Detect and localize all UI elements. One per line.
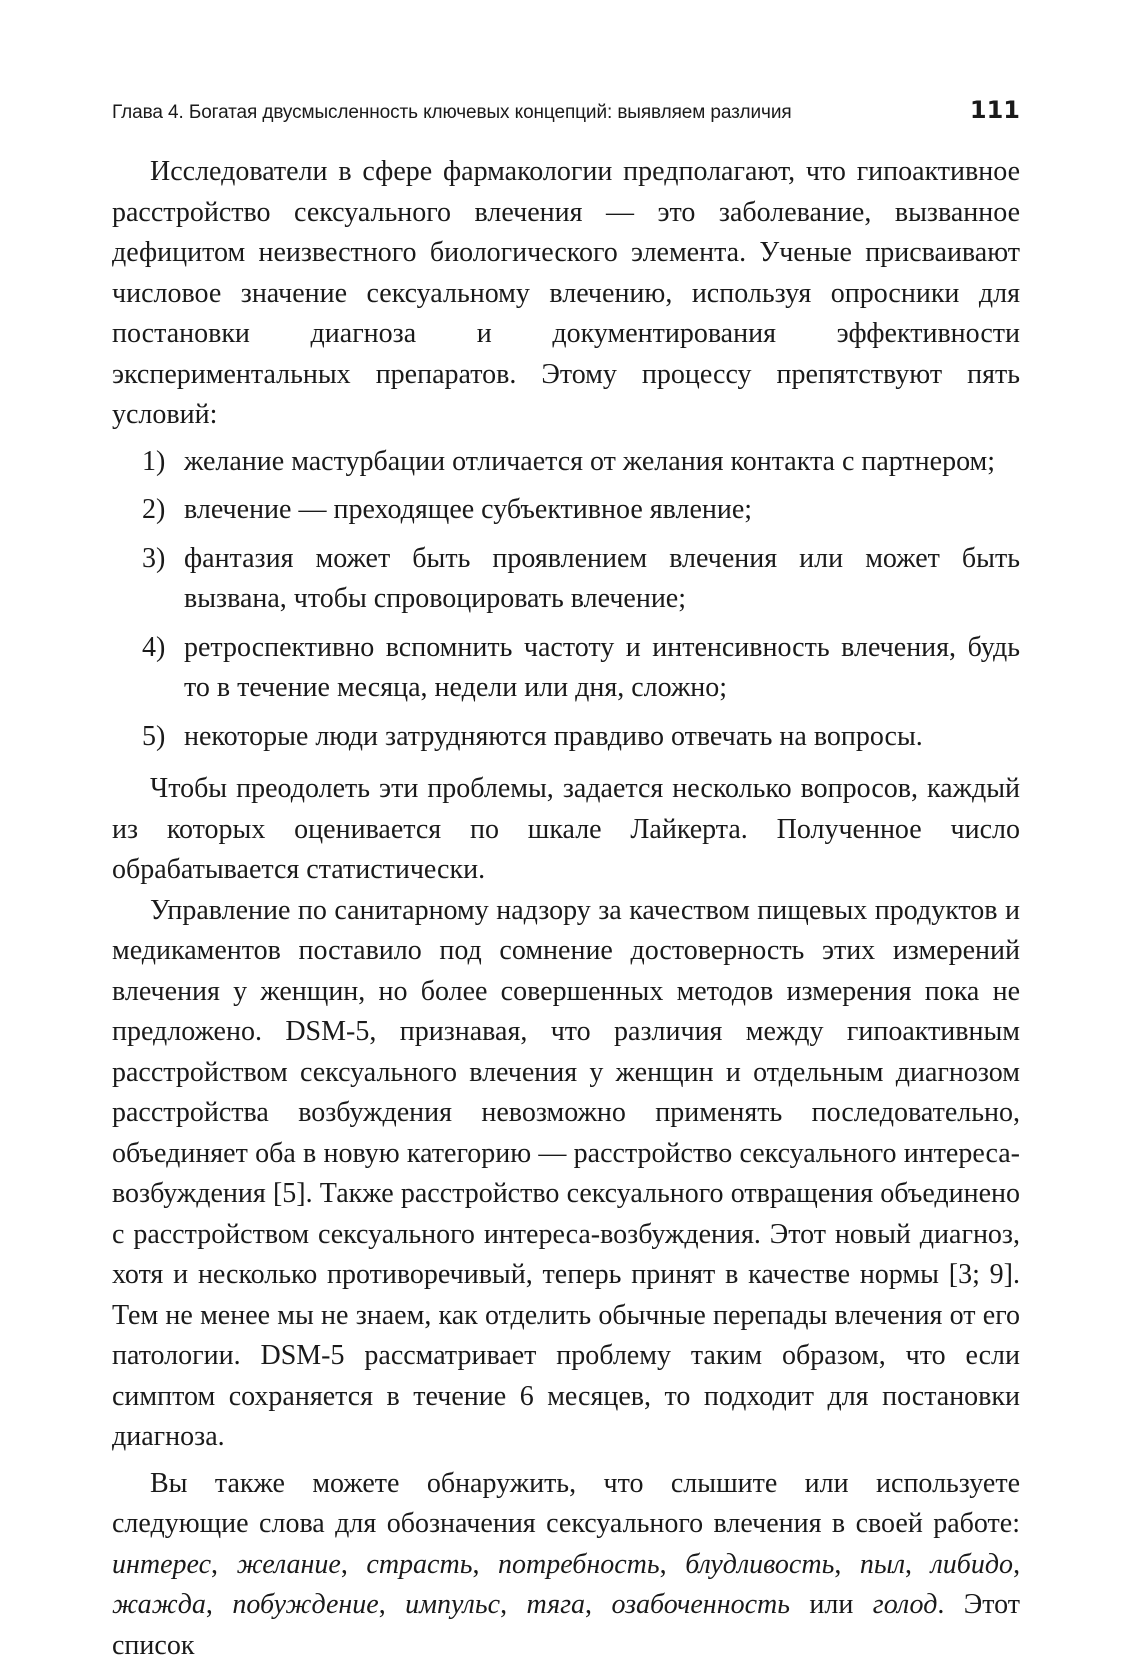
term: пыл bbox=[860, 1549, 905, 1580]
body-text bbox=[112, 152, 1020, 1666]
paragraph-4-intro: Вы также можете обнаружить, что слышите или используете следующие слова для обозначения сексуального влечения в своей работе: bbox=[112, 1468, 1020, 1540]
list-item-text: влечение — преходящее субъективное явление; bbox=[184, 494, 752, 525]
running-head bbox=[112, 96, 1020, 124]
list-item bbox=[112, 717, 1020, 758]
term: тяга bbox=[527, 1589, 586, 1620]
term: желание bbox=[237, 1549, 341, 1580]
list-item-text: ретроспективно вспомнить частоту и интенсивность влечения, будь то в течение месяца, недели или дня, сложно; bbox=[184, 632, 1020, 704]
paragraph-3: Управление по санитарному надзору за качеством пищевых продуктов и медикаментов поставило под сомнение достоверность этих измерений влечения у женщин, но более совершенных методов измерения пока не предложено. DSM-5, признавая, что различия между гипоактивным расстройством сексуального влечения у женщин и отдельным диагнозом расстройства возбуждения невозможно применять последовательно, объединяет оба в новую категорию — расстройство сексуального интереса-возбуждения [5]. Также расстройство сексуального отвращения объединено с расстройством сексуального интереса-возбуждения. Этот новый диагноз, хотя и несколько противоречивый, теперь принят в качестве нормы [3; 9]. Тем не менее мы не знаем, как отделить обычные перепады влечения от его патологии. DSM-5 рассматривает проблему таким образом, что если симптом сохраняется в течение 6 месяцев, то подходит для постановки диагноза. bbox=[112, 891, 1020, 1458]
list-marker: 2) bbox=[142, 490, 165, 531]
list-marker: 5) bbox=[142, 717, 165, 758]
list-item bbox=[112, 628, 1020, 709]
term: голод bbox=[873, 1589, 938, 1620]
term: побуждение bbox=[232, 1589, 378, 1620]
list-marker: 3) bbox=[142, 539, 165, 580]
paragraph-4: Вы также можете обнаружить, что слышите или используете следующие слова для обозначения сексуального влечения в своей работе: интерес, желание, страсть, потребность, блудливость, пыл, либидо, жажда, побуждение, импульс, тяга, озабоченность или голод. Этот список bbox=[112, 1464, 1020, 1666]
term: блудливость bbox=[685, 1549, 834, 1580]
list-item bbox=[112, 442, 1020, 483]
term: озабоченность bbox=[611, 1589, 790, 1620]
term: потребность bbox=[498, 1549, 660, 1580]
term: интерес bbox=[112, 1549, 211, 1580]
list-marker: 1) bbox=[142, 442, 165, 483]
list-item bbox=[112, 539, 1020, 620]
chapter-title: Глава 4. Богатая двусмысленность ключевых концепций: выявляем различия bbox=[112, 102, 792, 124]
term: либидо bbox=[931, 1549, 1013, 1580]
term: жажда bbox=[112, 1589, 206, 1620]
conditions-list bbox=[112, 442, 1020, 758]
paragraph-1: Исследователи в сфере фармакологии предполагают, что гипоактивное расстройство сексуального влечения — это заболевание, вызванное дефицитом неизвестного биологического элемента. Ученые присваивают числовое значение сексуальному влечению, используя опросники для постановки диагноза и документирования эффективности экспериментальных препаратов. Этому процессу препятствуют пять условий: bbox=[112, 152, 1020, 436]
list-item-text: желание мастурбации отличается от желания контакта с партнером; bbox=[184, 446, 995, 477]
page-number: 111 bbox=[970, 96, 1020, 124]
list-item-text: фантазия может быть проявлением влечения или может быть вызвана, чтобы спровоцировать влечение; bbox=[184, 543, 1020, 615]
list-item bbox=[112, 490, 1020, 531]
term: импульс bbox=[405, 1589, 500, 1620]
paragraph-4-tail: . Этот список bbox=[112, 1589, 1020, 1661]
or-word: или bbox=[790, 1589, 873, 1620]
list-marker: 4) bbox=[142, 628, 165, 669]
list-item-text: некоторые люди затрудняются правдиво отвечать на вопросы. bbox=[184, 721, 923, 752]
paragraph-2: Чтобы преодолеть эти проблемы, задается несколько вопросов, каждый из которых оценивается по шкале Лайкерта. Полученное число обрабатывается статистически. bbox=[112, 769, 1020, 891]
term: страсть bbox=[366, 1549, 472, 1580]
